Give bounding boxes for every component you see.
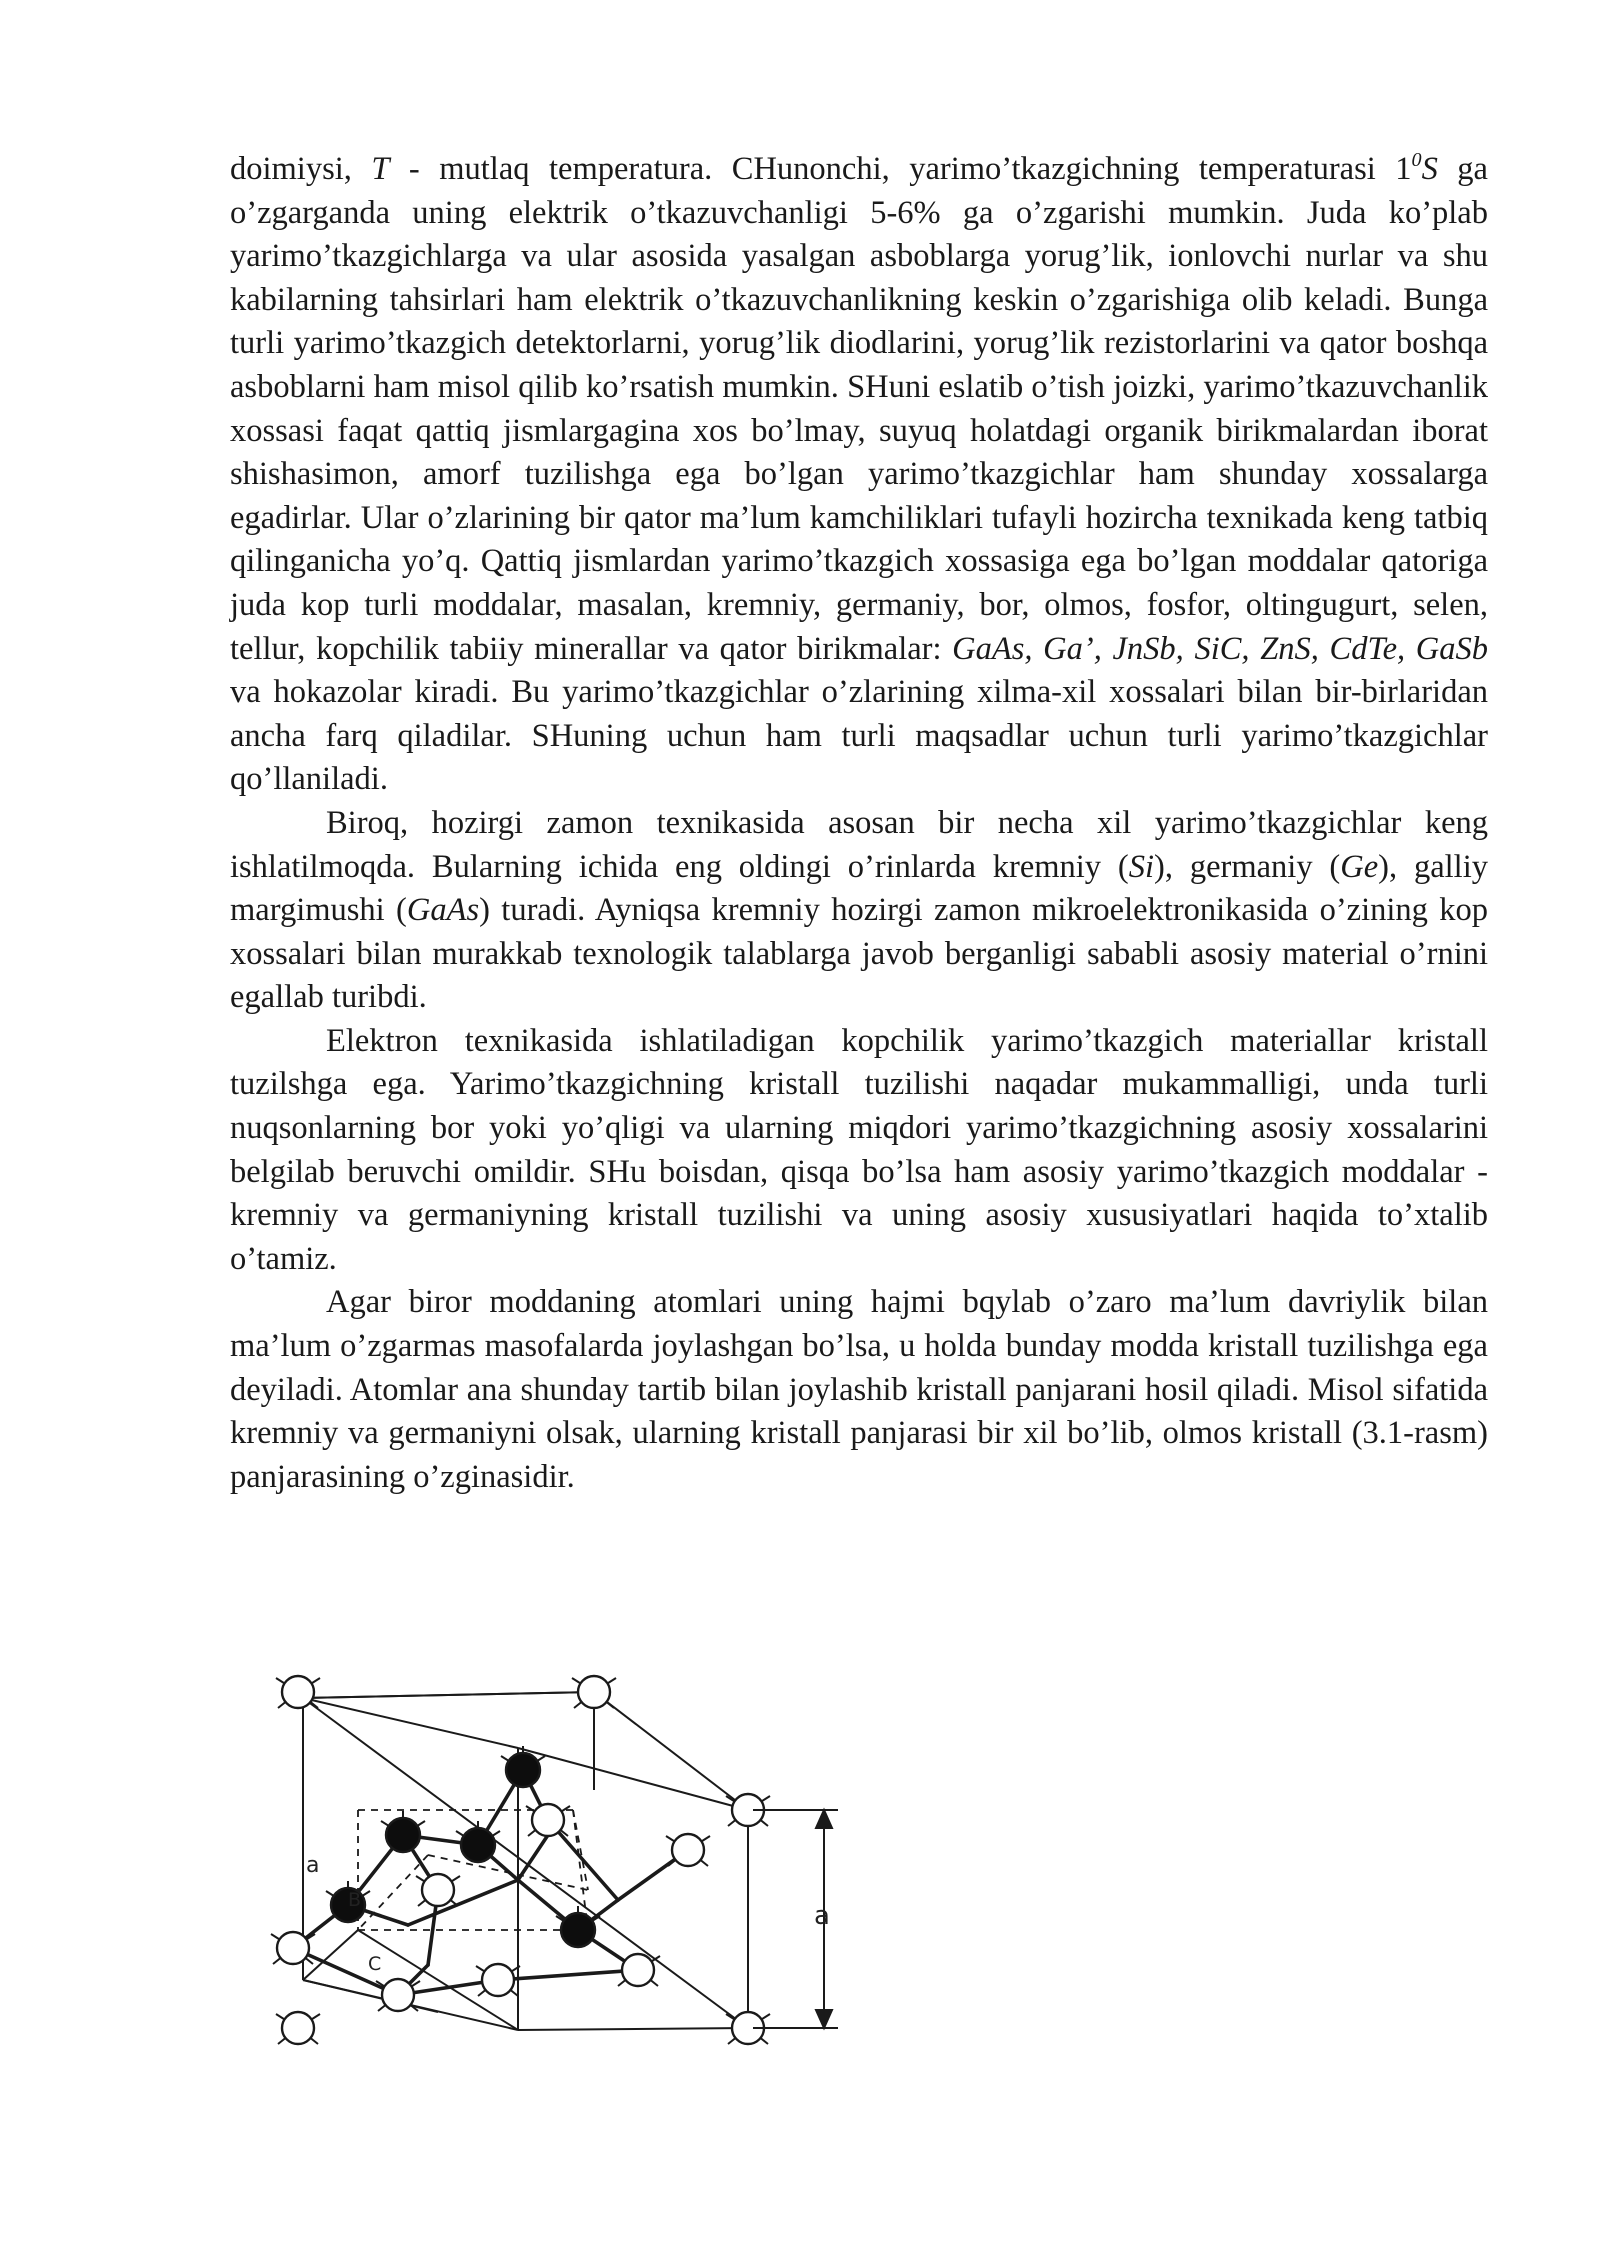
body-text xyxy=(230,148,1488,1499)
text-run: Ge xyxy=(1340,848,1379,885)
cube-edge xyxy=(518,2028,748,2030)
interior-atom xyxy=(561,1913,595,1947)
text-run: doimiysi, xyxy=(230,151,372,187)
text-run: ), galliy margimushi ( xyxy=(230,848,1488,929)
text-run: ga o’zgarganda uning elektrik o’tkazuvchanligi 5-6% ga o’zgarishi mumkin. Juda ko’plab yarimo’tkazgichlarga va ular asosida yasalgan asboblarga yorug’lik, ionlovchi nurlar va shu kabilarning tahsirlari ham elektrik o’tkazuvchanlikning keskin o’zgarishiga olib keladi. Bunga turli yarimo’tkazgich detektorlarni, yorug’lik diodlarini, yorug’lik rezistorlarini va qator boshqa asboblarni ham misol qilib ko’rsatish mumkin. SHuni eslatib o’tish joizki, yarimo’tkazuvchanlik xossasi faqat qattiq jismlargagina xos bo’lmay, suyuq holatdagi organik birikmalardan iborat shishasimon, amorf tuzilishga ega bo’lgan yarimo’tkazgichlar ham shunday xossalarga egadirlar. Ular o’zlarining bir qator ma’lum kamchiliklari tufayli hozircha texnikada keng tatbiq qilinganicha yo’q. Qattiq jismlardan yarimo’tkazgich xossasiga ega bo’lgan moddalar qatoriga juda kop turli moddalar, masalan, kremniy, germaniy, bor, olmos, fosfor, oltingugurt, selen, tellur, kopchilik tabiiy minerallar va qator birikmalar: xyxy=(230,151,1488,667)
corner-atom xyxy=(282,1676,314,1708)
text-run: - mutlaq temperatura. CHunonchi, yarimo’tkazgichning temperaturasi 1 xyxy=(389,151,1412,187)
interior-atom xyxy=(506,1753,540,1787)
text-run: Elektron texnikasida ishlatiladigan kopchilik yarimo’tkazgich materiallar kristall tuzilshga ega. Yarimo’tkazgichning kristall tuzilishi naqadar mukammalligi, unda turli nuqsonlarning bor yoki yo’qligi va ularning miqdori yarimo’tkazgichning asosiy xossalarini belgilab beruvchi omildir. SHu boisdan, qisqa bo’lsa ham asosiy yarimo’tkazgich moddalar - kremniy va germaniyning kristall tuzilishi va uning asosiy xususiyatlari haqida to’xtalib o’tamiz. xyxy=(230,1022,1488,1277)
face-atom xyxy=(482,1964,514,1996)
face-atom xyxy=(277,1932,309,1964)
atomic-bond xyxy=(293,1948,398,1995)
paragraph-4 xyxy=(230,1281,1488,1499)
face-atom xyxy=(382,1979,414,2011)
text-run: Si xyxy=(1128,848,1155,885)
text-run: va hokazolar kiradi. Bu yarimo’tkazgichlar o’zlarining xilma-xil xossalari bilan bir-birlaridan ancha farq qiladilar. SHuning uchun ham turli maqsadlar uchun turli yarimo’tkazgichlar qo’llaniladi. xyxy=(230,674,1488,798)
face-atom xyxy=(622,1954,654,1986)
diamond-lattice-diagram xyxy=(228,1600,868,2100)
text-run: 0 xyxy=(1411,149,1422,172)
edge-label-a: a xyxy=(306,1853,320,1878)
text-run: GaAs xyxy=(406,892,480,929)
arrow-head-down xyxy=(816,2010,832,2028)
text-run: S xyxy=(1421,151,1438,187)
text-run: ), germaniy ( xyxy=(1154,848,1341,885)
lattice-constant-label: a xyxy=(814,1901,830,1931)
cube-edge xyxy=(594,1692,748,1810)
text-run: Biroq, hozirgi zamon texnikasida asosan bir necha xil yarimo’tkazgichlar keng ishlatilmoqda. Bularning ichida eng oldingi o’rinlarda kremniy ( xyxy=(230,804,1488,885)
text-run: ) turadi. Ayniqsa kremniy hozirgi zamon mikroelektronikasida o’zining kop xossalari bilan murakkab texnologik talablarga javob berganligi sababli asosiy material o’rnini egallab turibdi. xyxy=(230,892,1489,1016)
cube-edge xyxy=(303,1692,594,1698)
corner-atom xyxy=(282,2012,314,2044)
face-atom xyxy=(422,1874,454,1906)
interior-atom xyxy=(386,1818,420,1852)
text-run: Agar biror moddaning atomlari uning hajmi bqylab o’zaro ma’lum davriylik bilan ma’lum o’zgarmas masofalarda joylashgan bo’lsa, u holda bunday modda kristall tuzilishga ega deyiladi. Atomlar ana shunday tartib bilan joylashib kristall panjarani hosil qiladi. Misol sifatida kremniy va germaniyni olsak, ularning kristall panjarasi bir xil bo’lib, olmos kristall (3.1-rasm) panjarasining o’zginasidir. xyxy=(230,1284,1488,1495)
corner-atom xyxy=(578,1676,610,1708)
crystal-lattice-figure xyxy=(228,1600,868,2100)
face-atom xyxy=(532,1804,564,1836)
face-atom xyxy=(672,1834,704,1866)
interior-atom xyxy=(461,1828,495,1862)
paragraph-3 xyxy=(230,1020,1488,1282)
paragraph-2 xyxy=(230,802,1488,1020)
paragraph-1 xyxy=(230,148,1488,802)
arrow-head-up xyxy=(816,1810,832,1828)
cube-edge xyxy=(518,1748,748,1810)
text-run: GaAs, Ga’, JnSb, SiC, ZnS, CdTe, GaSb xyxy=(952,630,1488,667)
diagonal-label-c: C xyxy=(368,1953,382,1975)
diagonal-label-b: B xyxy=(348,1889,362,1911)
face-diagonal xyxy=(303,1980,438,2012)
text-run: T xyxy=(371,151,390,187)
